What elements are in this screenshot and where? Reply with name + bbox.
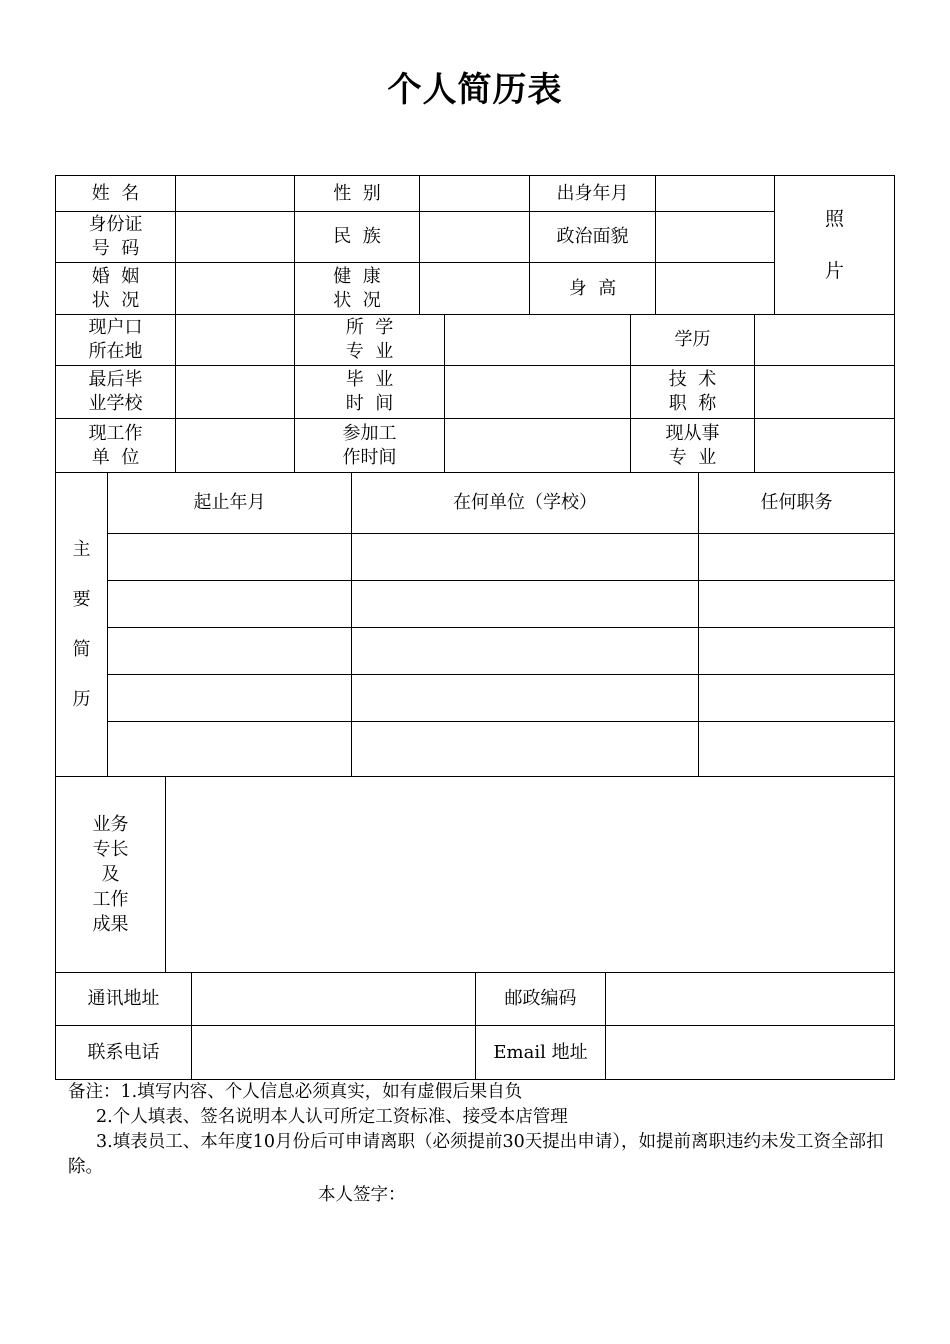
grad-time-value-cell[interactable]	[444, 365, 631, 419]
work-start-label: 参加工 作时间	[294, 418, 445, 473]
height-label: 身 高	[529, 262, 656, 315]
resume-row-1-period[interactable]	[107, 533, 352, 581]
birth-value-cell[interactable]	[655, 175, 775, 212]
resume-section-label: 主 要 简 历	[55, 472, 108, 777]
gender-label: 性 别	[294, 175, 420, 212]
tech-title-value-cell[interactable]	[754, 365, 895, 419]
marital-value-cell[interactable]	[175, 262, 295, 315]
education-label: 学历	[630, 314, 755, 366]
id-value-cell[interactable]	[175, 211, 295, 263]
photo-label-1: 照	[824, 208, 844, 230]
birth-label: 出身年月	[529, 175, 656, 212]
hukou-value-cell[interactable]	[175, 314, 295, 366]
photo-label-2: 片	[824, 260, 844, 282]
school-value-cell[interactable]	[175, 365, 295, 419]
resume-row-1-org[interactable]	[351, 533, 699, 581]
name-label: 姓 名	[55, 175, 176, 212]
resume-row-5-org[interactable]	[351, 721, 699, 777]
resume-row-2-period[interactable]	[107, 580, 352, 628]
note-line-3: 3.填表员工、本年度10月份后可申请离职（必须提前30天提出申请），如提前离职违约未发工资全部扣除。	[68, 1132, 884, 1177]
resume-header-position: 任何职务	[698, 472, 895, 534]
resume-row-4-org[interactable]	[351, 674, 699, 722]
signature-label: 本人签字：	[318, 1185, 406, 1205]
major-label: 所 学 专 业	[294, 314, 445, 366]
email-label: Email 地址	[475, 1025, 606, 1080]
page-title: 个人简历表	[387, 70, 563, 110]
photo-cell[interactable]	[774, 175, 895, 315]
resume-row-3-period[interactable]	[107, 627, 352, 675]
postcode-value-cell[interactable]	[605, 972, 895, 1026]
marital-label: 婚 姻 状 况	[55, 262, 176, 315]
political-label: 政治面貌	[529, 211, 656, 263]
political-value-cell[interactable]	[655, 211, 775, 263]
resume-row-5-period[interactable]	[107, 721, 352, 777]
id-label: 身份证 号 码	[55, 211, 176, 263]
resume-header-period: 起止年月	[107, 472, 352, 534]
health-label: 健 康 状 况	[294, 262, 420, 315]
current-field-label: 现从事 专 业	[630, 418, 755, 473]
current-field-value-cell[interactable]	[754, 418, 895, 473]
height-value-cell[interactable]	[655, 262, 775, 315]
resume-row-5-position[interactable]	[698, 721, 895, 777]
ethnicity-value-cell[interactable]	[419, 211, 530, 263]
skills-label: 业务 专长 及 工作 成果	[55, 776, 166, 973]
resume-row-4-position[interactable]	[698, 674, 895, 722]
resume-row-3-org[interactable]	[351, 627, 699, 675]
note-line-2: 2.个人填表、签名说明本人认可所定工资标准、接受本店管理	[96, 1107, 568, 1127]
major-value-cell[interactable]	[444, 314, 631, 366]
hukou-label: 现户口 所在地	[55, 314, 176, 366]
work-start-value-cell[interactable]	[444, 418, 631, 473]
employer-value-cell[interactable]	[175, 418, 295, 473]
health-value-cell[interactable]	[419, 262, 530, 315]
postcode-label: 邮政编码	[475, 972, 606, 1026]
phone-label: 联系电话	[55, 1025, 192, 1080]
address-value-cell[interactable]	[191, 972, 476, 1026]
address-label: 通讯地址	[55, 972, 192, 1026]
notes	[68, 1080, 898, 1180]
education-value-cell[interactable]	[754, 314, 895, 366]
name-value-cell[interactable]	[175, 175, 295, 212]
resume-row-2-org[interactable]	[351, 580, 699, 628]
email-value-cell[interactable]	[605, 1025, 895, 1080]
phone-value-cell[interactable]	[191, 1025, 476, 1080]
employer-label: 现工作 单 位	[55, 418, 176, 473]
tech-title-label: 技 术 职 称	[630, 365, 755, 419]
school-label: 最后毕 业学校	[55, 365, 176, 419]
resume-row-1-position[interactable]	[698, 533, 895, 581]
grad-time-label: 毕 业 时 间	[294, 365, 445, 419]
note-line-1: 备注：1.填写内容、个人信息必须真实，如有虚假后果自负	[68, 1082, 523, 1102]
resume-row-3-position[interactable]	[698, 627, 895, 675]
resume-row-2-position[interactable]	[698, 580, 895, 628]
gender-value-cell[interactable]	[419, 175, 530, 212]
resume-header-org: 在何单位（学校）	[351, 472, 699, 534]
ethnicity-label: 民 族	[294, 211, 420, 263]
skills-value-cell[interactable]	[165, 776, 895, 973]
resume-row-4-period[interactable]	[107, 674, 352, 722]
